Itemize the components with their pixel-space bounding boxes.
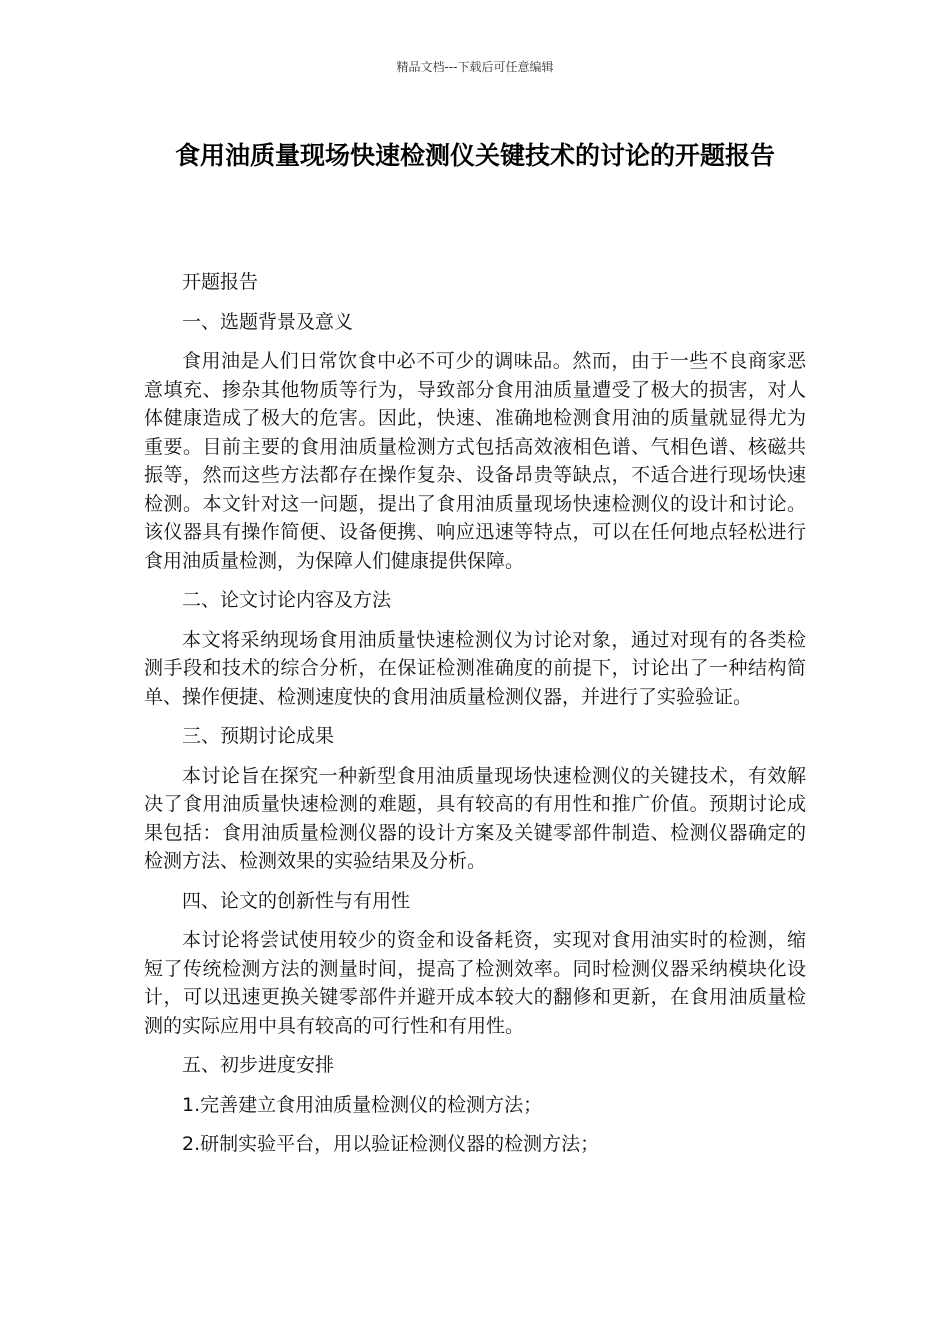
document-title: 食用油质量现场快速检测仪关键技术的讨论的开题报告 <box>174 141 775 170</box>
schedule-item: 1.完善建立食用油质量检测仪的检测方法； <box>182 1093 543 1116</box>
document-body <box>144 268 806 1170</box>
section-heading: 二、论文讨论内容及方法 <box>182 589 392 611</box>
report-label: 开题报告 <box>182 271 259 293</box>
header-note: 精品文档---下载后可任意编辑 <box>396 60 554 74</box>
section-heading: 五、初步进度安排 <box>182 1054 335 1076</box>
section-paragraph: 食用油是人们日常饮食中必不可少的调味品。然而，由于一些不良商家恶意填充、掺杂其他物质等行为，导致部分食用油质量遭受了极大的损害，对人体健康造成了极大的危害。因此，快速、准确地检测食用油的质量就显得尤为重要。目前主要的食用油质量检测方式包括高效液相色谱、气相色谱、核磁共振等，然而这些方法都存在操作复杂、设备昂贵等缺点，不适合进行现场快速检测。本文针对这一问题，提出了食用油质量现场快速检测仪的设计和讨论。该仪器具有操作简便、设备便携、响应迅速等特点，可以在任何地点轻松进行食用油质量检测，为保障人们健康提供保障。 <box>144 350 806 572</box>
section-heading: 一、选题背景及意义 <box>182 310 354 333</box>
section-paragraph: 本讨论旨在探究一种新型食用油质量现场快速检测仪的关键技术，有效解决了食用油质量快速检测的难题，具有较高的有用性和推广价值。预期讨论成果包括：食用油质量检测仪器的设计方案及关键零部件制造、检测仪器确定的检测方法、检测效果的实验结果及分析。 <box>144 764 806 872</box>
schedule-item: 2.研制实验平台，用以验证检测仪器的检测方法； <box>182 1133 600 1155</box>
section-heading: 三、预期讨论成果 <box>182 725 335 747</box>
section-heading: 四、论文的创新性与有用性 <box>182 889 411 912</box>
section-paragraph: 本讨论将尝试使用较少的资金和设备耗资，实现对食用油实时的检测，缩短了传统检测方法的测量时间，提高了检测效率。同时检测仪器采纳模块化设计，可以迅速更换关键零部件并避开成本较大的翻修和更新，在食用油质量检测的实际应用中具有较高的可行性和有用性。 <box>144 929 806 1037</box>
section-paragraph: 本文将采纳现场食用油质量快速检测仪为讨论对象，通过对现有的各类检测手段和技术的综合分析，在保证检测准确度的前提下，讨论出了一种结构简单、操作便捷、检测速度快的食用油质量检测仪器，并进行了实验验证。 <box>144 628 806 708</box>
